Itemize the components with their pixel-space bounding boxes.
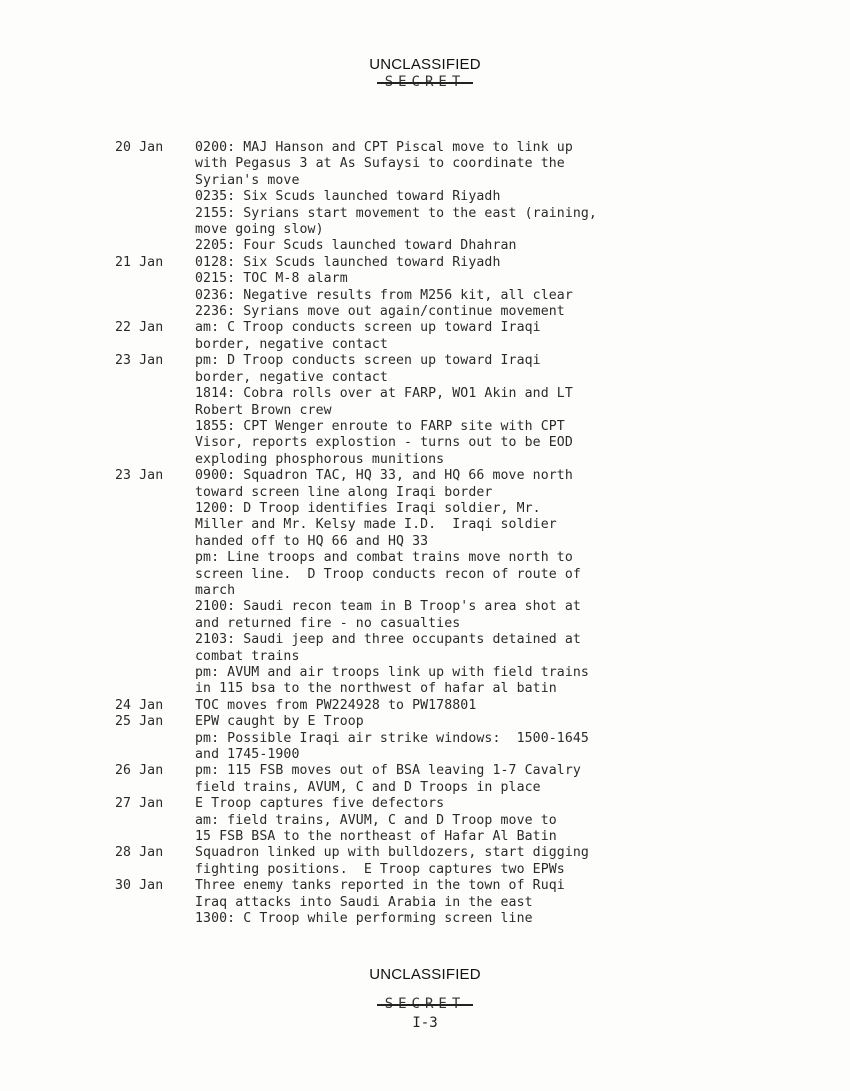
log-line: pm: 115 FSB moves out of BSA leaving 1-7 Cavalry <box>195 763 581 779</box>
log-line: Iraq attacks into Saudi Arabia in the east <box>195 894 533 910</box>
log-line: Syrian's move <box>195 172 300 188</box>
log-entry <box>115 878 835 927</box>
log-line: toward screen line along Iraqi border <box>195 484 493 500</box>
log-entry <box>115 468 835 698</box>
page-number: I-3 <box>412 1015 438 1031</box>
log-line: 1200: D Troop identifies Iraqi soldier, Mr. <box>195 500 541 516</box>
footer-classification: UNCLASSIFIED <box>369 966 481 983</box>
log-entry-text <box>195 698 835 714</box>
log-entry-text <box>195 255 835 321</box>
log-entry <box>115 140 835 255</box>
log-line: pm: D Troop conducts screen up toward Iraqi <box>195 353 541 369</box>
footer-struck-text: SECRET <box>381 996 470 1012</box>
header-struck-marking <box>0 74 850 90</box>
log-line: and returned fire - no casualties <box>195 615 461 631</box>
log-line: 15 FSB BSA to the northeast of Hafar Al Batin <box>195 829 557 845</box>
log-entry-text <box>195 468 835 698</box>
log-line: 2100: Saudi recon team in B Troop's area shot at <box>195 599 581 615</box>
log-line: combat trains <box>195 648 300 664</box>
log-entry-date: 30 Jan <box>115 878 164 894</box>
log-line: am: C Troop conducts screen up toward Iraqi <box>195 320 541 336</box>
log-line: 0200: MAJ Hanson and CPT Piscal move to link up <box>195 140 573 155</box>
log-line: Robert Brown crew <box>195 402 332 418</box>
log-line: field trains, AVUM, C and D Troops in place <box>195 779 541 795</box>
log-entry <box>115 255 835 321</box>
log-entry-date: 23 Jan <box>115 468 164 484</box>
log-line: 2155: Syrians start movement to the east (raining, <box>195 205 597 221</box>
log-line: border, negative contact <box>195 336 388 352</box>
log-entry-date: 24 Jan <box>115 697 164 713</box>
log-line: with Pegasus 3 at As Sufaysi to coordinate the <box>195 156 565 172</box>
log-line: in 115 bsa to the northwest of hafar al batin <box>195 681 557 697</box>
log-entry-text <box>195 845 835 878</box>
log-entry-date: 21 Jan <box>115 254 164 270</box>
footer-struck-marking <box>0 996 850 1012</box>
log-entry-date: 26 Jan <box>115 763 164 779</box>
log-line: 2236: Syrians move out again/continue movement <box>195 304 565 320</box>
log-line: Miller and Mr. Kelsy made I.D. Iraqi soldier <box>195 517 557 533</box>
log-entry <box>115 845 835 878</box>
log-line: move going slow) <box>195 222 324 238</box>
log-entry-text <box>195 763 835 796</box>
log-line: march <box>195 582 236 598</box>
log-line: border, negative contact <box>195 369 388 385</box>
log-line: 0900: Squadron TAC, HQ 33, and HQ 66 move north <box>195 468 573 484</box>
header-struck-text: SECRET <box>381 74 470 90</box>
log-entry-text <box>195 353 835 468</box>
chronology-log <box>115 140 835 928</box>
log-entry <box>115 698 835 714</box>
log-line: pm: AVUM and air troops link up with field trains <box>195 665 589 680</box>
log-line: pm: Possible Iraqi air strike windows: 1500-1645 <box>195 730 589 746</box>
log-entry <box>115 353 835 468</box>
log-line: Three enemy tanks reported in the town of Ruqi <box>195 878 565 894</box>
log-line: 1300: C Troop while performing screen line <box>195 911 533 927</box>
log-line: 0215: TOC M-8 alarm <box>195 271 348 287</box>
log-entry-date: 23 Jan <box>115 353 164 369</box>
log-line: TOC moves from PW224928 to PW178801 <box>195 697 477 713</box>
log-entry <box>115 320 835 353</box>
log-line: E Troop captures five defectors <box>195 796 445 812</box>
log-entry <box>115 796 835 845</box>
log-line: 0236: Negative results from M256 kit, all clear <box>195 287 573 303</box>
log-line: 0128: Six Scuds launched toward Riyadh <box>195 254 501 270</box>
log-line: 1855: CPT Wenger enroute to FARP site with CPT <box>195 418 565 434</box>
log-line: Visor, reports explostion - turns out to be EOD <box>195 435 573 451</box>
log-entry <box>115 714 835 763</box>
log-line: fighting positions. E Troop captures two EPWs <box>195 861 565 877</box>
log-line: pm: Line troops and combat trains move north to <box>195 550 573 566</box>
log-entry <box>115 763 835 796</box>
log-entry-date: 27 Jan <box>115 796 164 812</box>
log-entry-text <box>195 140 835 255</box>
log-line: screen line. D Troop conducts recon of route of <box>195 566 581 582</box>
log-entry-text <box>195 320 835 353</box>
log-entry-text <box>195 878 835 927</box>
log-line: EPW caught by E Troop <box>195 714 364 730</box>
log-line: 0235: Six Scuds launched toward Riyadh <box>195 189 501 205</box>
log-line: Squadron linked up with bulldozers, start digging <box>195 845 589 861</box>
log-line: 1814: Cobra rolls over at FARP, WO1 Akin and LT <box>195 386 573 402</box>
log-entry-date: 25 Jan <box>115 714 164 730</box>
log-line: 2103: Saudi jeep and three occupants detained at <box>195 632 581 648</box>
log-entry-text <box>195 796 835 845</box>
log-line: 2205: Four Scuds launched toward Dhahran <box>195 238 517 254</box>
log-entry-text <box>195 714 835 763</box>
log-entry-date: 20 Jan <box>115 140 164 155</box>
log-line: exploding phosphorous munitions <box>195 451 445 467</box>
log-entry-date: 22 Jan <box>115 320 164 336</box>
log-entry-date: 28 Jan <box>115 845 164 861</box>
log-line: handed off to HQ 66 and HQ 33 <box>195 533 429 549</box>
log-line: and 1745-1900 <box>195 747 300 763</box>
log-line: am: field trains, AVUM, C and D Troop move to <box>195 812 557 828</box>
header-classification: UNCLASSIFIED <box>369 56 481 73</box>
